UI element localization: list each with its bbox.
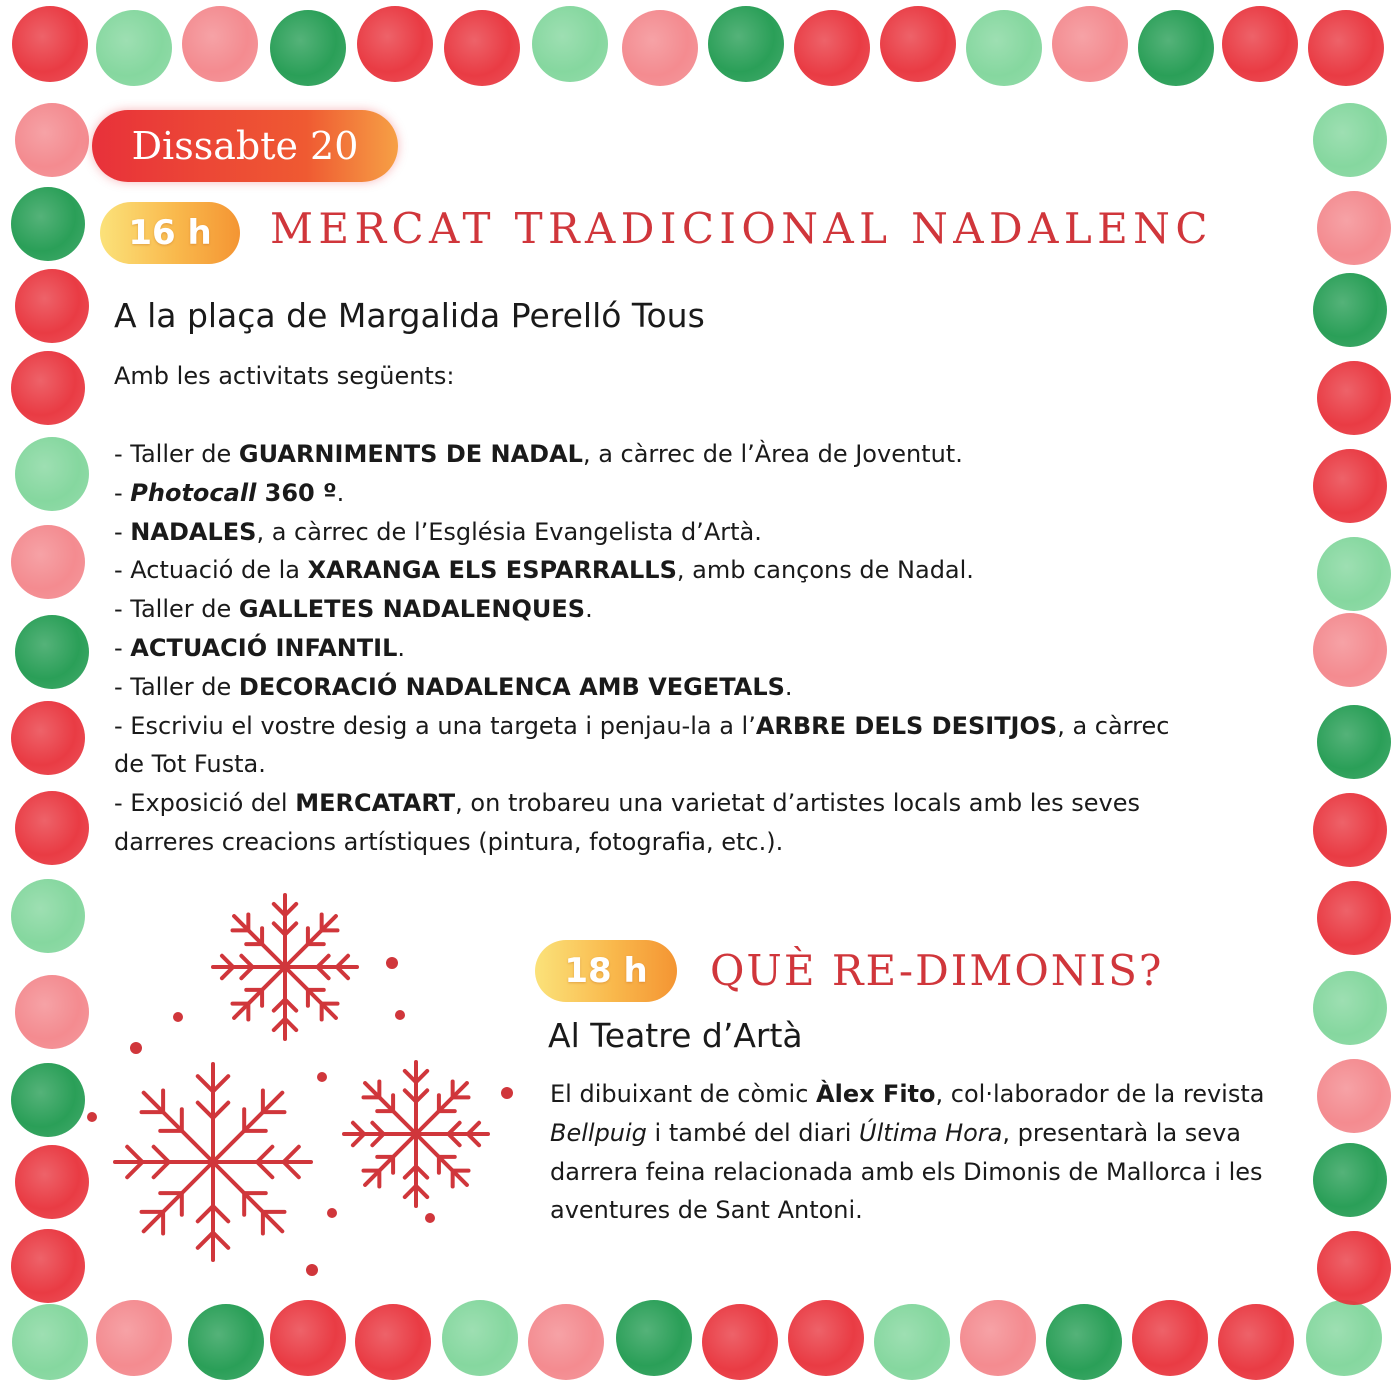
event1-location: A la plaça de Margalida Perelló Tous xyxy=(114,296,705,335)
polka-dot xyxy=(1317,191,1391,265)
polka-dot xyxy=(15,437,89,511)
bold-text: NADALES xyxy=(130,517,257,546)
text-run: - xyxy=(114,517,131,546)
bold-text: GUARNIMENTS DE NADAL xyxy=(238,440,583,468)
polka-dot xyxy=(1313,1143,1387,1217)
polka-dot xyxy=(1313,793,1387,867)
bold-text xyxy=(130,479,256,507)
polka-dot xyxy=(528,1304,604,1380)
polka-dot xyxy=(15,103,89,177)
event2-time: 18 h xyxy=(564,951,648,991)
event1-time-badge xyxy=(100,202,240,264)
snow-dot xyxy=(130,1042,142,1054)
italic-text: Bellpuig xyxy=(550,1118,647,1147)
polka-dot xyxy=(15,1145,89,1219)
text-run: - Taller de xyxy=(114,595,239,624)
polka-dot xyxy=(788,1300,864,1376)
event2-location: Al Teatre d’Artà xyxy=(548,1016,803,1055)
polka-dot xyxy=(270,1300,346,1376)
text-run: , col·laborador de la revista xyxy=(935,1080,1265,1108)
polka-dot xyxy=(960,1300,1036,1376)
polka-dot xyxy=(874,1304,950,1380)
polka-dot xyxy=(11,1063,85,1137)
snow-dot xyxy=(395,1010,405,1020)
activity-item xyxy=(114,474,1184,513)
polka-dot xyxy=(1313,971,1387,1045)
polka-dot xyxy=(1317,537,1391,611)
text-run: El dibuixant de còmic xyxy=(550,1080,817,1108)
activity-item xyxy=(114,590,1184,629)
text-run: , on trobareu una varietat d’artistes locals amb les seves darreres creacions artístiques (pintura, fotografia, etc.). xyxy=(114,789,1141,856)
polka-dot xyxy=(622,10,698,86)
polka-dot xyxy=(11,1229,85,1303)
text-run: , a càrrec de l’Àrea de Joventut. xyxy=(582,440,963,468)
activity-item xyxy=(114,629,1184,668)
polka-dot xyxy=(1313,449,1387,523)
polka-dot xyxy=(188,1304,264,1380)
text-run: i també del diari xyxy=(646,1118,860,1147)
text-run: . xyxy=(585,595,593,624)
text-run: . xyxy=(336,478,345,507)
text-run: . xyxy=(397,633,406,662)
italic-text: Última Hora xyxy=(859,1118,1003,1147)
polka-dot xyxy=(11,351,85,425)
text-run: . xyxy=(784,672,793,701)
snow-dot xyxy=(173,1012,183,1022)
polka-dot xyxy=(1308,10,1384,86)
polka-dot xyxy=(96,10,172,86)
polka-dot xyxy=(702,1304,778,1380)
snowflake-icon xyxy=(115,1064,311,1260)
polka-dot xyxy=(1313,273,1387,347)
polka-dot xyxy=(1138,10,1214,86)
activity-item xyxy=(114,435,1184,474)
polka-dot xyxy=(1317,705,1391,779)
polka-dot xyxy=(357,6,433,82)
polka-dot xyxy=(11,187,85,261)
bold-text: 360 º xyxy=(256,478,337,507)
polka-dot xyxy=(1132,1300,1208,1376)
snowflake-icon xyxy=(213,895,357,1039)
text-run: - Taller de xyxy=(114,672,239,701)
text-run: - Escriviu el vostre desig a una targeta i penjau-la a l’ xyxy=(114,711,756,740)
polka-dot xyxy=(15,975,89,1049)
polka-dot xyxy=(1317,881,1391,955)
polka-dot xyxy=(270,10,346,86)
day-badge xyxy=(92,110,398,182)
bold-text: MERCATART xyxy=(295,789,456,818)
bold-text: GALLETES NADALENQUES xyxy=(238,595,586,624)
polka-dot xyxy=(442,1300,518,1376)
polka-dot xyxy=(532,6,608,82)
activities-list xyxy=(114,435,1184,862)
polka-dot xyxy=(355,1304,431,1380)
polka-dot xyxy=(966,10,1042,86)
text-run: - xyxy=(114,478,131,507)
polka-dot xyxy=(1317,361,1391,435)
event2-time-badge xyxy=(535,940,677,1002)
polka-dot xyxy=(1313,613,1387,687)
text-run: , a càrrec de l’Església Evangelista d’Artà. xyxy=(256,517,762,546)
polka-dot xyxy=(880,6,956,82)
polka-dot xyxy=(1317,1231,1391,1305)
polka-dot xyxy=(11,525,85,599)
polka-dot xyxy=(794,10,870,86)
snow-dot xyxy=(501,1087,513,1099)
polka-dot xyxy=(1218,1304,1294,1380)
activity-item xyxy=(114,707,1184,785)
text-run: - Actuació de la xyxy=(114,556,308,585)
polka-dot xyxy=(11,879,85,953)
event1-title: MERCAT TRADICIONAL NADALENC xyxy=(270,204,1213,253)
polka-dot xyxy=(444,10,520,86)
polka-dot xyxy=(1046,1304,1122,1380)
polka-dot xyxy=(182,6,258,82)
polka-dot xyxy=(708,6,784,82)
snow-dot xyxy=(317,1072,327,1082)
polka-dot xyxy=(1317,1059,1391,1133)
polka-dot xyxy=(1052,6,1128,82)
snowflake-icon xyxy=(344,1062,488,1206)
event2-title: QUÈ RE-DIMONIS? xyxy=(710,946,1164,995)
text-run: - Taller de xyxy=(114,440,239,468)
text-run: , amb cançons de Nadal. xyxy=(676,556,974,585)
polka-dot xyxy=(1306,1300,1382,1376)
bold-text: Àlex Fito xyxy=(816,1080,936,1108)
event1-intro: Amb les activitats següents: xyxy=(114,362,455,390)
text-run: , presentarà la seva darrera feina relacionada amb els Dimonis de Mallorca i les aventures de Sant Antoni. xyxy=(550,1118,1263,1225)
bold-text: DECORACIÓ NADALENCA AMB VEGETALS xyxy=(238,672,785,701)
bold-text: ACTUACIÓ INFANTIL xyxy=(130,633,398,662)
snow-dot xyxy=(87,1112,97,1122)
bold-text: ARBRE DELS DESITJOS xyxy=(755,711,1058,740)
polka-dot xyxy=(12,6,88,82)
polka-dot xyxy=(96,1300,172,1376)
text-run: Photocall xyxy=(130,478,257,507)
snow-dot xyxy=(425,1213,435,1223)
event2-description xyxy=(550,1075,1270,1230)
bold-text: XARANGA ELS ESPARRALLS xyxy=(307,556,677,585)
activity-item xyxy=(114,551,1184,590)
polka-dot xyxy=(11,701,85,775)
text-run: - Exposició del xyxy=(114,789,296,818)
text-run: - xyxy=(114,633,131,662)
event1-time: 16 h xyxy=(128,213,212,253)
snow-dot xyxy=(306,1264,318,1276)
snow-dot xyxy=(327,1208,337,1218)
polka-dot xyxy=(15,791,89,865)
polka-dot xyxy=(15,269,89,343)
polka-dot xyxy=(1222,6,1298,82)
snowflakes-decoration xyxy=(80,850,540,1290)
activity-item xyxy=(114,668,1184,707)
polka-dot xyxy=(616,1300,692,1376)
text-run: , a càrrec de Tot Fusta. xyxy=(114,711,1170,779)
snow-dot xyxy=(386,957,398,969)
day-label: Dissabte 20 xyxy=(131,124,359,168)
polka-dot xyxy=(1313,103,1387,177)
activity-item xyxy=(114,513,1184,552)
polka-dot xyxy=(15,615,89,689)
polka-dot xyxy=(12,1304,88,1380)
